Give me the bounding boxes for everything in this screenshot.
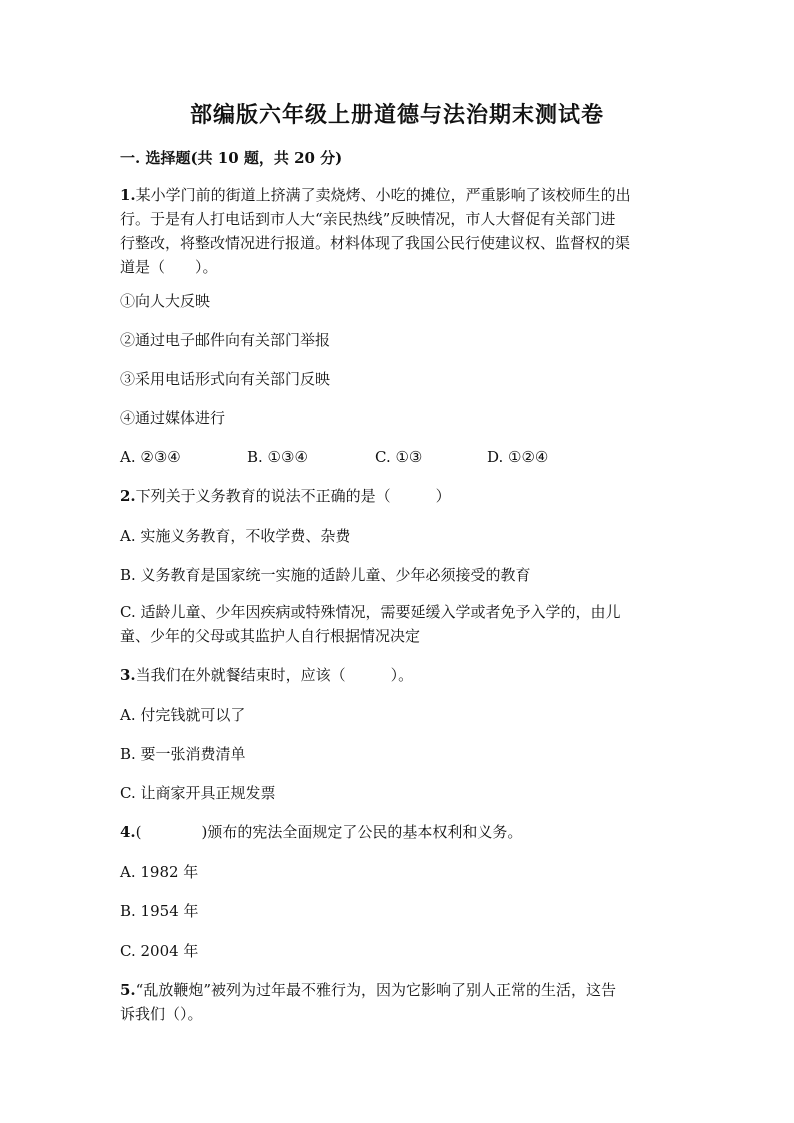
question-2-stem: 2.下列关于义务教育的说法不正确的是（ ） (120, 487, 451, 505)
option-b[interactable]: B. 1954 年 (120, 902, 199, 920)
option-a[interactable]: A. 1982 年 (120, 863, 199, 881)
question-1-line-2: 行。于是有人打电话到市人大“亲民热线”反映情况，市人大督促有关部门进 (120, 210, 616, 228)
question-number: 5. (120, 981, 136, 999)
option-a[interactable]: A. 实施义务教育，不收学费、杂费 (120, 527, 351, 545)
question-1-line-1: 1.某小学门前的街道上挤满了卖烧烤、小吃的摊位，严重影响了该校师生的出 (120, 186, 631, 204)
question-number: 1. (120, 186, 136, 204)
question-5-line-2: 诉我们（）。 (120, 1005, 203, 1023)
question-1-item: ④通过媒体进行 (120, 409, 226, 427)
option-c[interactable]: C. 2004 年 (120, 942, 199, 960)
question-number: 2. (120, 487, 136, 505)
option-c[interactable]: C. ①③ (375, 448, 423, 466)
question-3-stem: 3.当我们在外就餐结束时，应该（ ）。 (120, 666, 414, 684)
question-1-line-4: 道是（ ）。 (120, 258, 218, 276)
question-1-line-3: 行整改，将整改情况进行报道。材料体现了我国公民行使建议权、监督权的渠 (120, 234, 631, 252)
section-heading: 一. 选择题(共 10 题，共 20 分) (120, 149, 343, 167)
option-c-line-2[interactable]: 童、少年的父母或其监护人自行根据情况决定 (120, 627, 421, 645)
question-number: 3. (120, 666, 136, 684)
option-b[interactable]: B. 要一张消费清单 (120, 745, 246, 763)
option-b[interactable]: B. ①③④ (247, 448, 308, 466)
option-b[interactable]: B. 义务教育是国家统一实施的适龄儿童、少年必须接受的教育 (120, 566, 531, 584)
question-1-item: ③采用电话形式向有关部门反映 (120, 370, 331, 388)
option-c[interactable]: C. 让商家开具正规发票 (120, 784, 276, 802)
option-d[interactable]: D. ①②④ (487, 448, 549, 466)
option-c-line-1[interactable]: C. 适龄儿童、少年因疾病或特殊情况，需要延缓入学或者免予入学的，由儿 (120, 603, 621, 621)
question-1-item: ①向人大反映 (120, 292, 211, 310)
option-a[interactable]: A. ②③④ (120, 448, 181, 466)
option-a[interactable]: A. 付完钱就可以了 (120, 706, 246, 724)
question-4-stem: 4.( )颁布的宪法全面规定了公民的基本权利和义务。 (120, 823, 523, 841)
question-1-item: ②通过电子邮件向有关部门举报 (120, 331, 331, 349)
question-5-line-1: 5.“乱放鞭炮”被列为过年最不雅行为，因为它影响了别人正常的生活，这告 (120, 981, 617, 999)
question-number: 4. (120, 823, 136, 841)
page-title: 部编版六年级上册道德与法治期末测试卷 (189, 102, 604, 128)
